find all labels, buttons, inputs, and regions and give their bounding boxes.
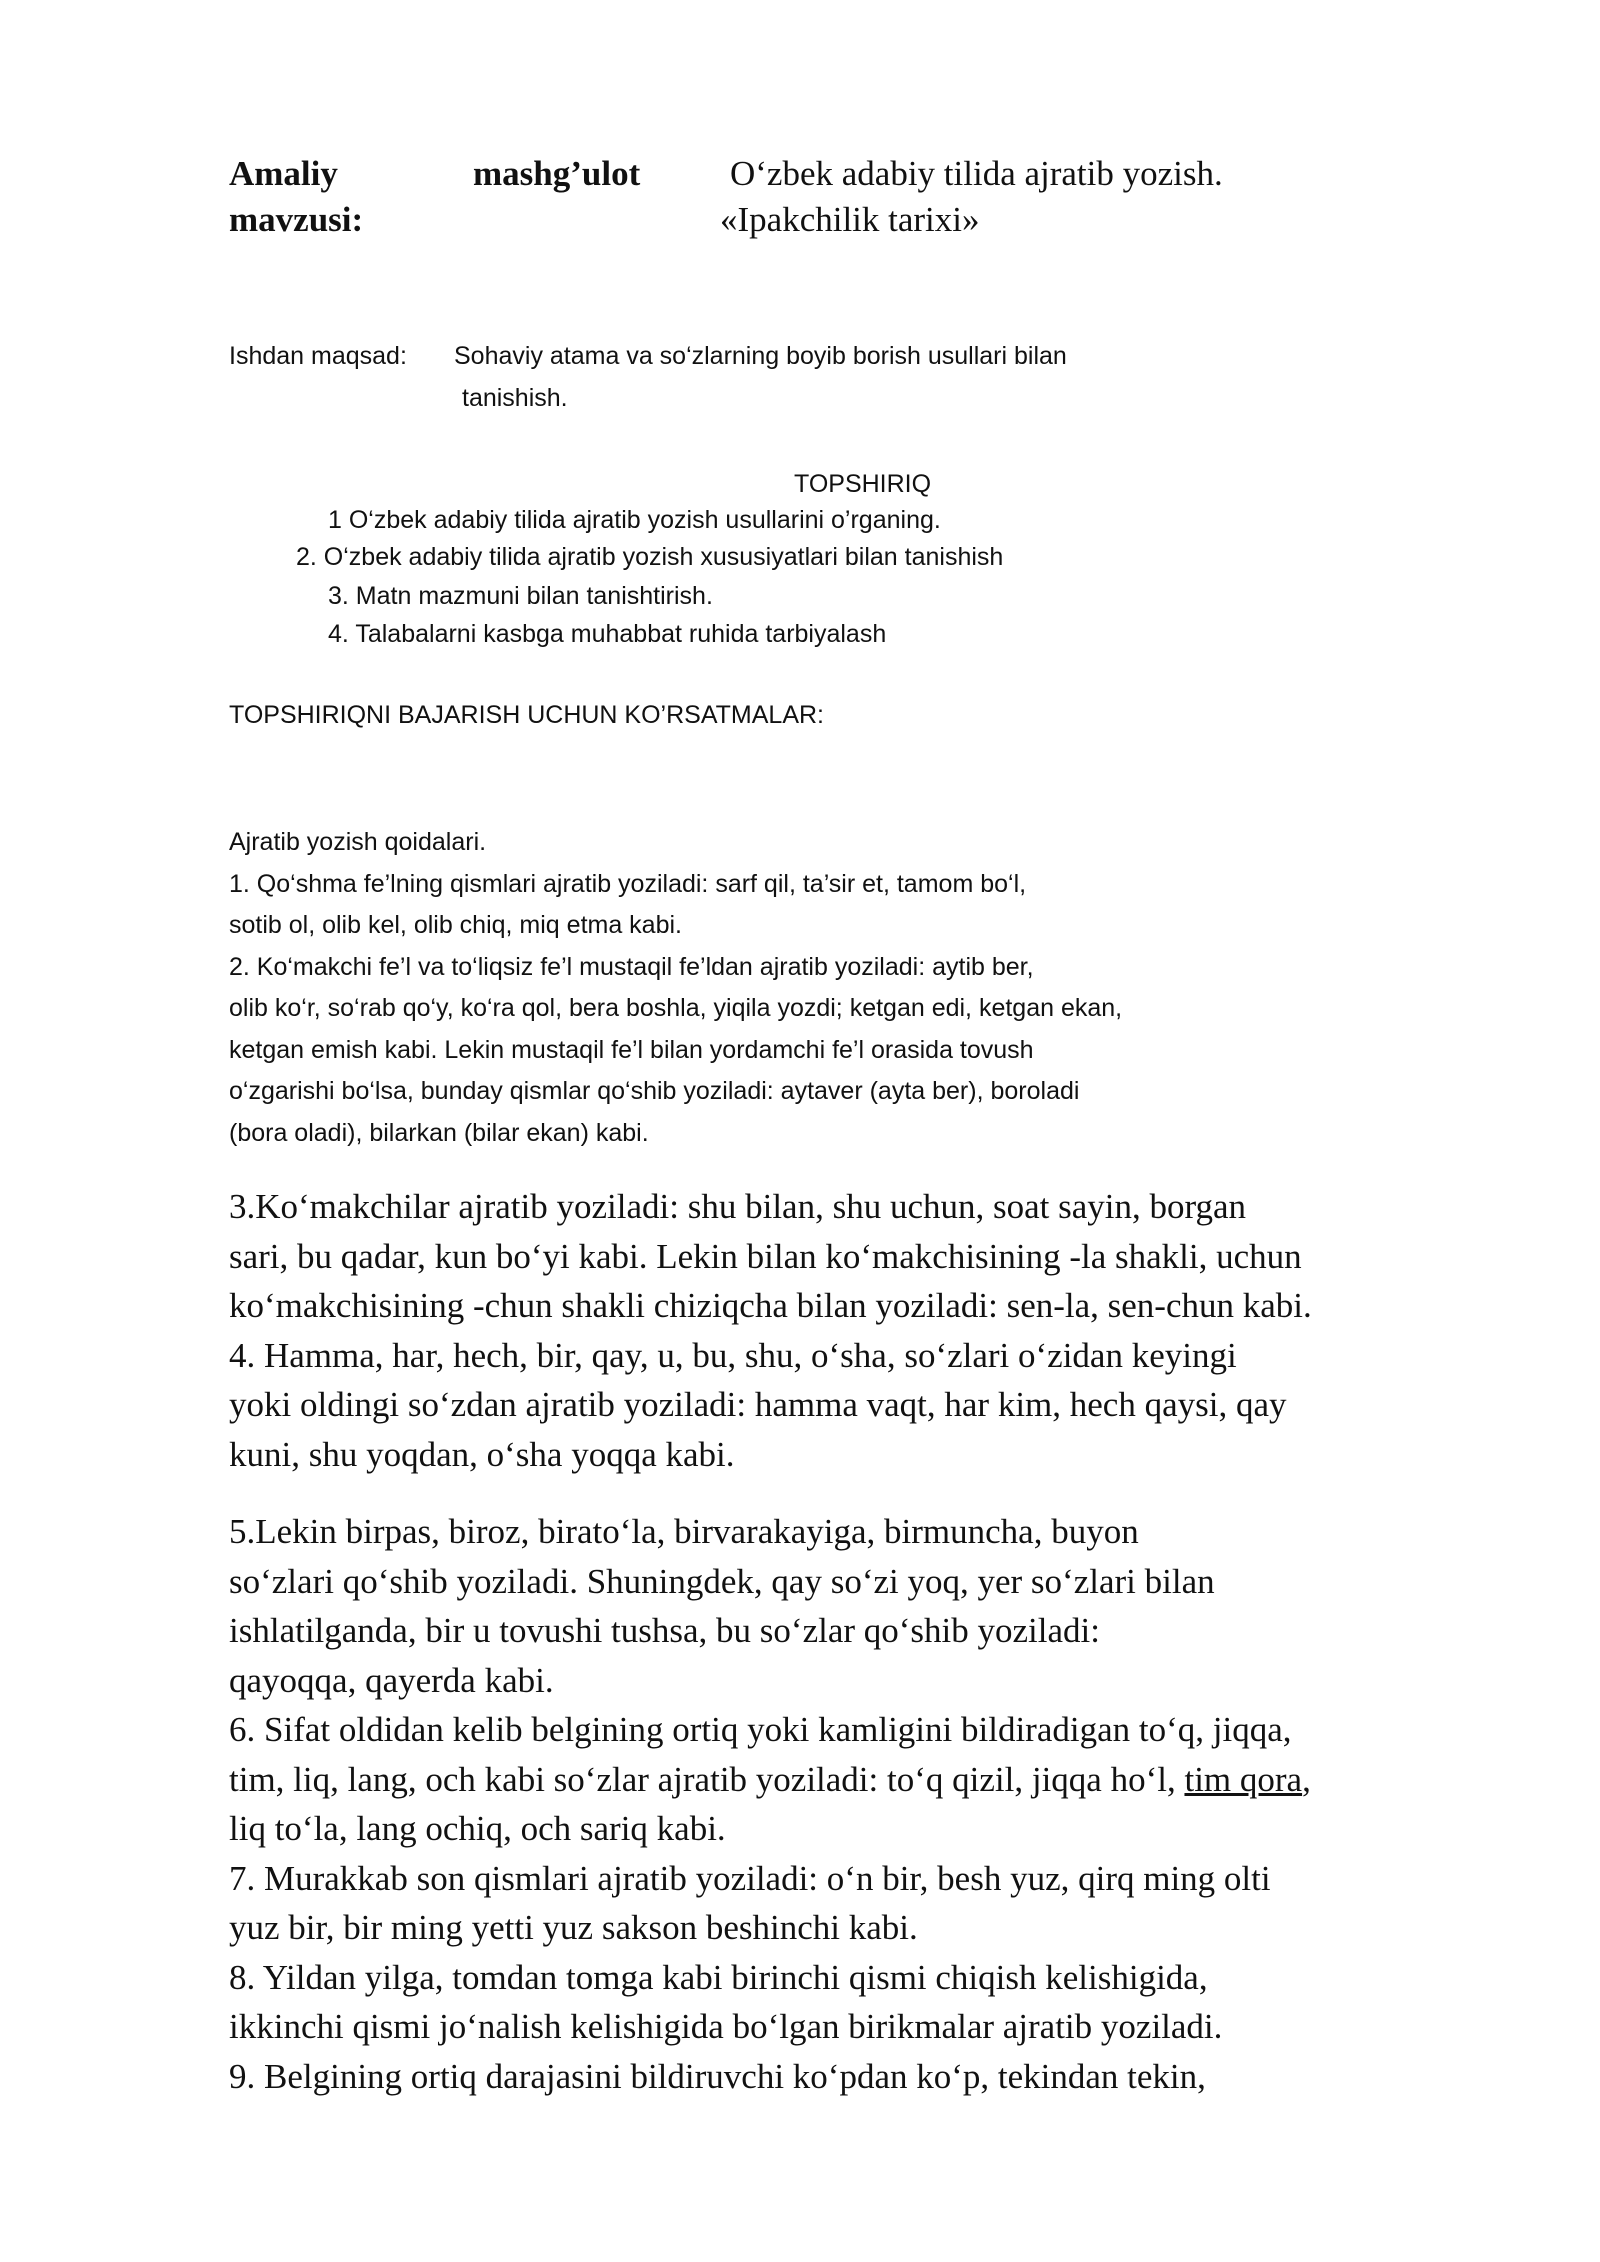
header-label-mashgulot: mashg’ulot — [473, 154, 641, 193]
rules-big-paragraph-a — [229, 1182, 1312, 1479]
underlined-text: tim qora — [1184, 1759, 1303, 1799]
rules-line-with-underline — [229, 1755, 1311, 1805]
rules-line: ko‘makchisining -chun shakli chiziqcha bilan yoziladi: sen-la, sen-chun kabi. — [229, 1286, 1312, 1325]
rules-line: 5.Lekin birpas, biroz, birato‘la, birvarakayiga, birmuncha, buyon — [229, 1512, 1139, 1551]
header-topic-line1: O‘zbek adabiy tilida ajratib yozish. — [730, 154, 1223, 193]
rules-line: Ajratib yozish qoidalari. — [229, 828, 487, 856]
rules-small-paragraph — [229, 822, 1122, 1154]
header-topic-line2: «Ipakchilik tarixi» — [720, 200, 980, 239]
rules-line: 9. Belgining ortiq darajasini bildiruvchi ko‘pdan ko‘p, tekindan tekin, — [229, 2056, 1206, 2096]
rules-line: ishlatilganda, bir u tovushi tushsa, bu so‘zlar qo‘shib yoziladi: — [229, 1611, 1100, 1650]
rules-line: o‘zgarishi bo‘lsa, bunday qismlar qo‘shib yoziladi: aytaver (ayta ber), boroladi — [229, 1077, 1080, 1105]
rules-text: tim, liq, lang, och kabi so‘zlar ajratib yoziladi: to‘q qizil, jiqqa ho‘l, — [229, 1759, 1185, 1799]
rules-line: sari, bu qadar, kun bo‘yi kabi. Lekin bilan ko‘makchisining -la shakli, uchun — [229, 1236, 1302, 1276]
rules-line: ikkinchi qismi jo‘nalish kelishigida bo‘lgan birikmalar ajratib yoziladi. — [229, 2007, 1223, 2046]
goal-text-line1: Sohaviy atama va so‘zlarning boyib borish usullari bilan — [454, 342, 1067, 370]
instructions-title: TOPSHIRIQNI BAJARISH UCHUN KO’RSATMALAR: — [229, 701, 824, 729]
task-item: 4. Talabalarni kasbga muhabbat ruhida tarbiyalash — [328, 620, 887, 648]
rules-line: yoki oldingi so‘zdan ajratib yoziladi: hamma vaqt, har kim, hech qaysi, qay — [229, 1385, 1287, 1424]
task-item: 3. Matn mazmuni bilan tanishtirish. — [328, 582, 713, 610]
header-label-amaliy: Amaliy — [229, 154, 338, 193]
rules-line: so‘zlari qo‘shib yoziladi. Shuningdek, qay so‘zi yoq, yer so‘zlari bilan — [229, 1561, 1215, 1601]
rules-line: sotib ol, olib kel, olib chiq, miq etma kabi. — [229, 911, 682, 939]
rules-line: yuz bir, bir ming yetti yuz sakson beshinchi kabi. — [229, 1908, 918, 1947]
rules-line: 6. Sifat oldidan kelib belgining ortiq yoki kamligini bildiradigan to‘q, jiqqa, — [229, 1710, 1292, 1749]
rules-line: (bora oladi), bilarkan (bilar ekan) kabi. — [229, 1118, 649, 1147]
rules-line: qayoqqa, qayerda kabi. — [229, 1660, 554, 1700]
rules-line: 4. Hamma, har, hech, bir, qay, u, bu, shu, o‘sha, so‘zlari o‘zidan keyingi — [229, 1335, 1237, 1375]
task-item: 2. O‘zbek adabiy tilida ajratib yozish xususiyatlari bilan tanishish — [296, 543, 1004, 571]
rules-line: 2. Ko‘makchi fe’l va to‘liqsiz fe’l mustaqil fe’ldan ajratib yoziladi: aytib ber, — [229, 952, 1034, 981]
rules-big-paragraph-b — [229, 1507, 1311, 2101]
rules-line: kuni, shu yoqdan, o‘sha yoqqa kabi. — [229, 1434, 735, 1474]
rules-text: , — [1302, 1759, 1311, 1799]
rules-line: 7. Murakkab son qismlari ajratib yoziladi: o‘n bir, besh yuz, qirq ming olti — [229, 1858, 1271, 1898]
header-label-mavzusi: mavzusi: — [229, 200, 364, 239]
task-item: 1 O‘zbek adabiy tilida ajratib yozish usullarini o’rganing. — [328, 506, 941, 534]
task-title: TOPSHIRIQ — [794, 470, 932, 498]
rules-line: liq to‘la, lang ochiq, och sariq kabi. — [229, 1809, 726, 1848]
goal-text-line2: tanishish. — [462, 384, 568, 412]
rules-line: 3.Ko‘makchilar ajratib yoziladi: shu bilan, shu uchun, soat sayin, borgan — [229, 1187, 1247, 1226]
goal-label: Ishdan maqsad: — [229, 342, 407, 370]
rules-line: 1. Qo‘shma fe’lning qismlari ajratib yoziladi: sarf qil, ta’sir et, tamom bo‘l, — [229, 869, 1027, 898]
rules-line: 8. Yildan yilga, tomdan tomga kabi birinchi qismi chiqish kelishigida, — [229, 1957, 1208, 1997]
rules-line: ketgan emish kabi. Lekin mustaqil fe’l bilan yordamchi fe’l orasida tovush — [229, 1035, 1034, 1064]
rules-line: olib ko‘r, so‘rab qo‘y, ko‘ra qol, bera boshla, yiqila yozdi; ketgan edi, ketgan ekan, — [229, 994, 1123, 1022]
